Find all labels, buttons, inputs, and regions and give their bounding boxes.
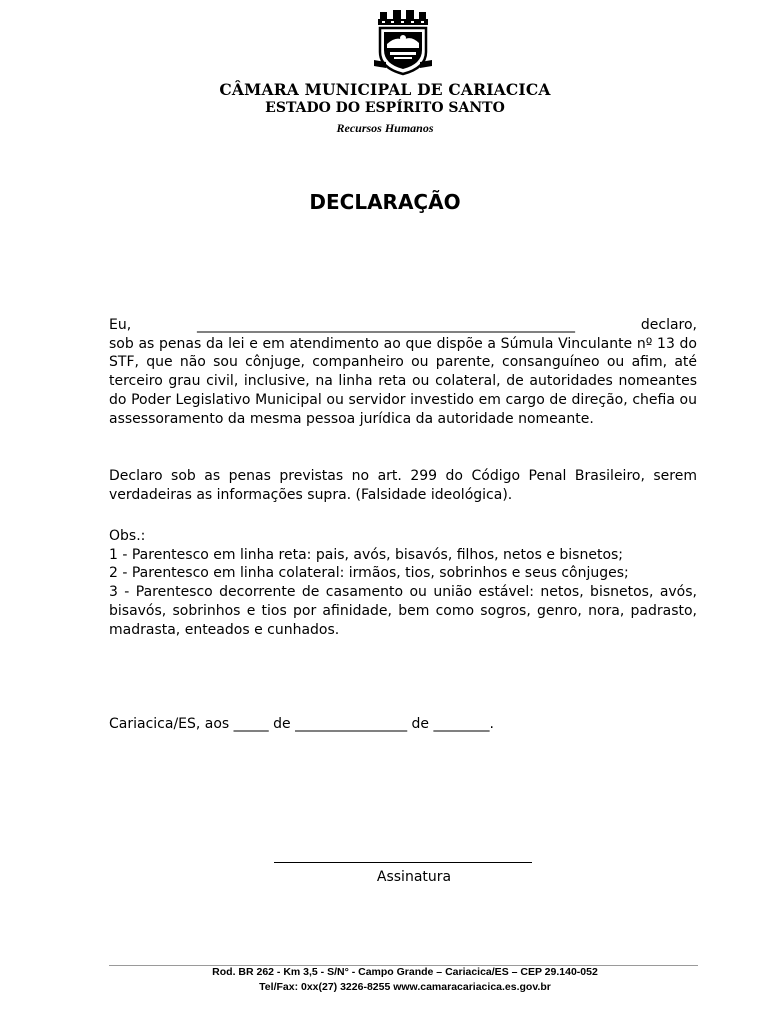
signature-label: Assinatura	[376, 869, 452, 885]
state-name: ESTADO DO ESPÍRITO SANTO	[265, 100, 505, 116]
observations-label: Obs.:	[109, 528, 146, 544]
penal-code-paragraph: Declaro sob as penas previstas no art. 299 do Código Penal Brasileiro, serem verdadeiras as informações supra. (Falsidade ideológica).	[109, 468, 697, 503]
observation-item: 3 - Parentesco decorrente de casamento ou união estável: netos, bisnetos, avós, bisavós, sobrinhos e tios por afinidade, bem como sogros, genro, nora, padrasto, madrasta, enteados e cunhados.	[109, 584, 697, 638]
observation-item: 1 - Parentesco em linha reta: pais, avós, bisavós, filhos, netos e bisnetos;	[109, 546, 624, 563]
observations-section	[109, 527, 697, 639]
declarant-name-line: Eu, ______________________________________________________ declaro,	[109, 317, 697, 333]
signature-line	[274, 852, 532, 863]
declaration-text: sob as penas da lei e em atendimento ao que dispõe a Súmula Vinculante nº 13 do STF, que não sou cônjuge, companheiro ou parente, consanguíneo ou afim, até terceiro grau civil, inclusive, na linha reta ou colateral, de autoridades nomeantes do Poder Legislativo Municipal ou servidor investido em cargo de direção, chefia ou assessoramento da mesma pessoa jurídica da autoridade nomeante.	[109, 335, 697, 427]
department-name: Recursos Humanos	[336, 121, 434, 135]
municipal-coat-of-arms-icon	[366, 10, 440, 76]
document-title: DECLARAÇÃO	[309, 190, 461, 214]
declaration-paragraph	[109, 316, 697, 428]
organization-name: CÂMARA MUNICIPAL DE CARIACICA	[219, 80, 551, 99]
footer-contact: Tel/Fax: 0xx(27) 3226-8255 www.camaracariacica.es.gov.br	[259, 981, 551, 993]
observation-item: 2 - Parentesco em linha colateral: irmãos, tios, sobrinhos e seus cônjuges;	[109, 565, 629, 582]
footer-address: Rod. BR 262 - Km 3,5 - S/N° - Campo Grande – Cariacica/ES – CEP 29.140-052	[212, 966, 598, 978]
date-line: Cariacica/ES, aos _____ de ________________ de ________.	[109, 716, 494, 732]
